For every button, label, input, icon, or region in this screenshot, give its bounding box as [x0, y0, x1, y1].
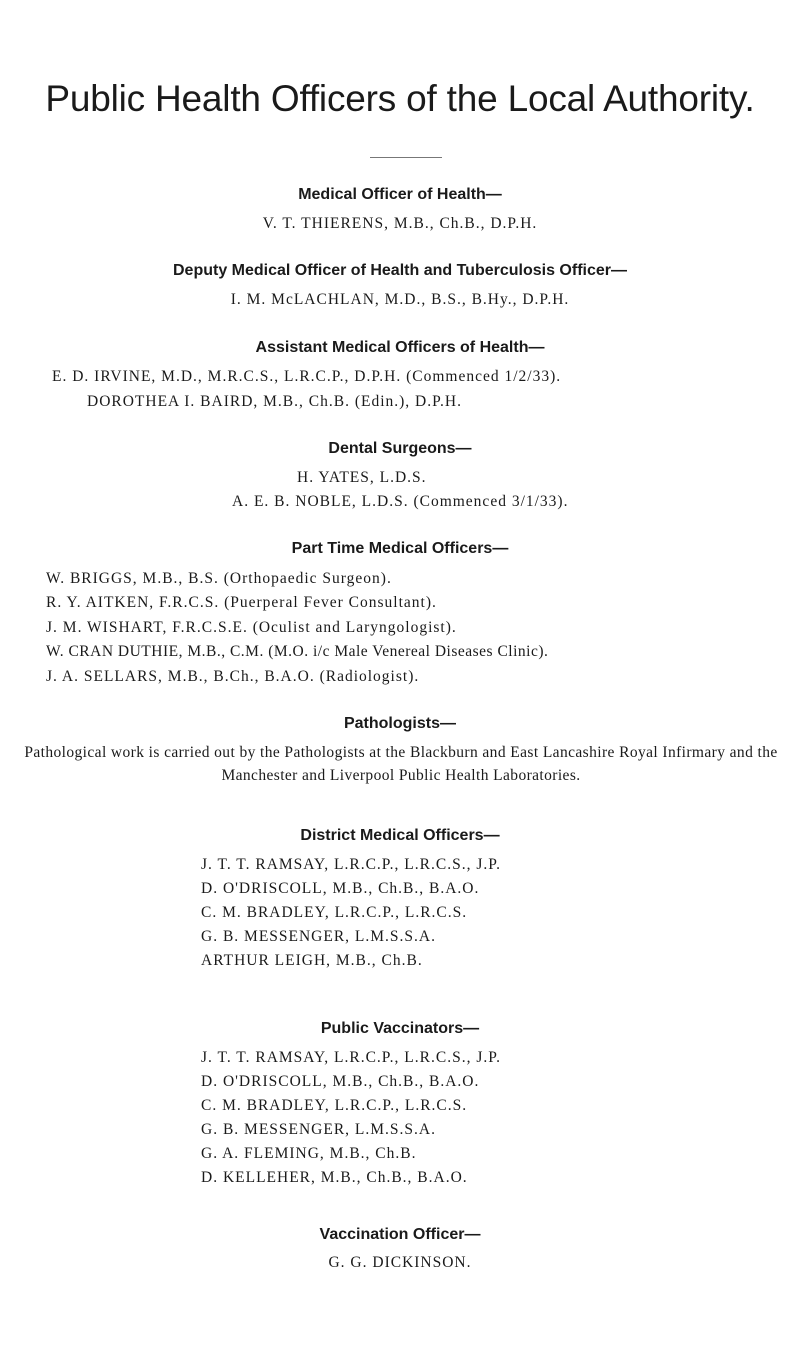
- district-name-1: J. T. T. RAMSAY, L.R.C.P., L.R.C.S., J.P.: [201, 856, 502, 873]
- heading-district-medical-officers: District Medical Officers—: [300, 827, 500, 844]
- vaccinator-name-2: D. O'DRISCOLL, M.B., Ch.B., B.A.O.: [201, 1073, 480, 1090]
- dental-name-2: A. E. B. NOBLE, L.D.S. (Commenced 3/1/33).: [232, 493, 569, 510]
- vaccinator-name-1: J. T. T. RAMSAY, L.R.C.P., L.R.C.S., J.P.: [201, 1049, 502, 1066]
- parttime-name-1: W. BRIGGS, M.B., B.S. (Orthopaedic Surgeon).: [46, 570, 392, 587]
- assistant-name-1: E. D. IRVINE, M.D., M.R.C.S., L.R.C.P., D.P.H. (Commenced 1/2/33).: [52, 368, 562, 385]
- pathologists-paragraph: Pathological work is carried out by the Pathologists at the Blackburn and East Lancashire Royal Infirmary and the Manchester and Liverpool Public Health Laboratories.: [24, 744, 778, 784]
- vaccination-officer-name: G. G. DICKINSON.: [328, 1254, 472, 1271]
- heading-medical-officer-of-health: Medical Officer of Health—: [298, 186, 502, 203]
- dental-name-1: H. YATES, L.D.S.: [297, 469, 427, 486]
- heading-public-vaccinators: Public Vaccinators—: [320, 1020, 480, 1037]
- vaccinator-name-4: G. B. MESSENGER, L.M.S.S.A.: [201, 1121, 436, 1138]
- vaccinator-name-3: C. M. BRADLEY, L.R.C.P., L.R.C.S.: [201, 1097, 468, 1114]
- parttime-name-3: J. M. WISHART, F.R.C.S.E. (Oculist and Laryngologist).: [46, 619, 457, 636]
- moh-name: V. T. THIERENS, M.B., Ch.B., D.P.H.: [262, 215, 538, 232]
- heading-assistant-medical-officers: Assistant Medical Officers of Health—: [255, 339, 545, 356]
- heading-deputy-medical-officer: Deputy Medical Officer of Health and Tuberculosis Officer—: [172, 262, 627, 279]
- heading-pathologists: Pathologists—: [343, 715, 456, 732]
- parttime-name-2: R. Y. AITKEN, F.R.C.S. (Puerperal Fever Consultant).: [46, 594, 437, 611]
- district-name-4: G. B. MESSENGER, L.M.S.S.A.: [201, 928, 436, 945]
- page-title: Public Health Officers of the Local Authority.: [45, 78, 755, 119]
- district-name-2: D. O'DRISCOLL, M.B., Ch.B., B.A.O.: [201, 880, 480, 897]
- heading-part-time-medical-officers: Part Time Medical Officers—: [291, 540, 509, 557]
- assistant-name-2: DOROTHEA I. BAIRD, M.B., Ch.B. (Edin.), D.P.H.: [87, 393, 462, 410]
- district-name-3: C. M. BRADLEY, L.R.C.P., L.R.C.S.: [201, 904, 468, 921]
- vaccinator-name-5: G. A. FLEMING, M.B., Ch.B.: [201, 1145, 417, 1162]
- district-name-5: ARTHUR LEIGH, M.B., Ch.B.: [201, 952, 423, 969]
- heading-dental-surgeons: Dental Surgeons—: [328, 440, 472, 457]
- deputy-name: I. M. McLACHLAN, M.D., B.S., B.Hy., D.P.H.: [230, 291, 570, 308]
- parttime-name-4: W. CRAN DUTHIE, M.B., C.M. (M.O. i/c Male Venereal Diseases Clinic).: [46, 643, 549, 660]
- vaccinator-name-6: D. KELLEHER, M.B., Ch.B., B.A.O.: [201, 1169, 468, 1186]
- title-divider: [370, 157, 442, 158]
- parttime-name-5: J. A. SELLARS, M.B., B.Ch., B.A.O. (Radiologist).: [46, 668, 420, 685]
- heading-vaccination-officer: Vaccination Officer—: [319, 1226, 481, 1243]
